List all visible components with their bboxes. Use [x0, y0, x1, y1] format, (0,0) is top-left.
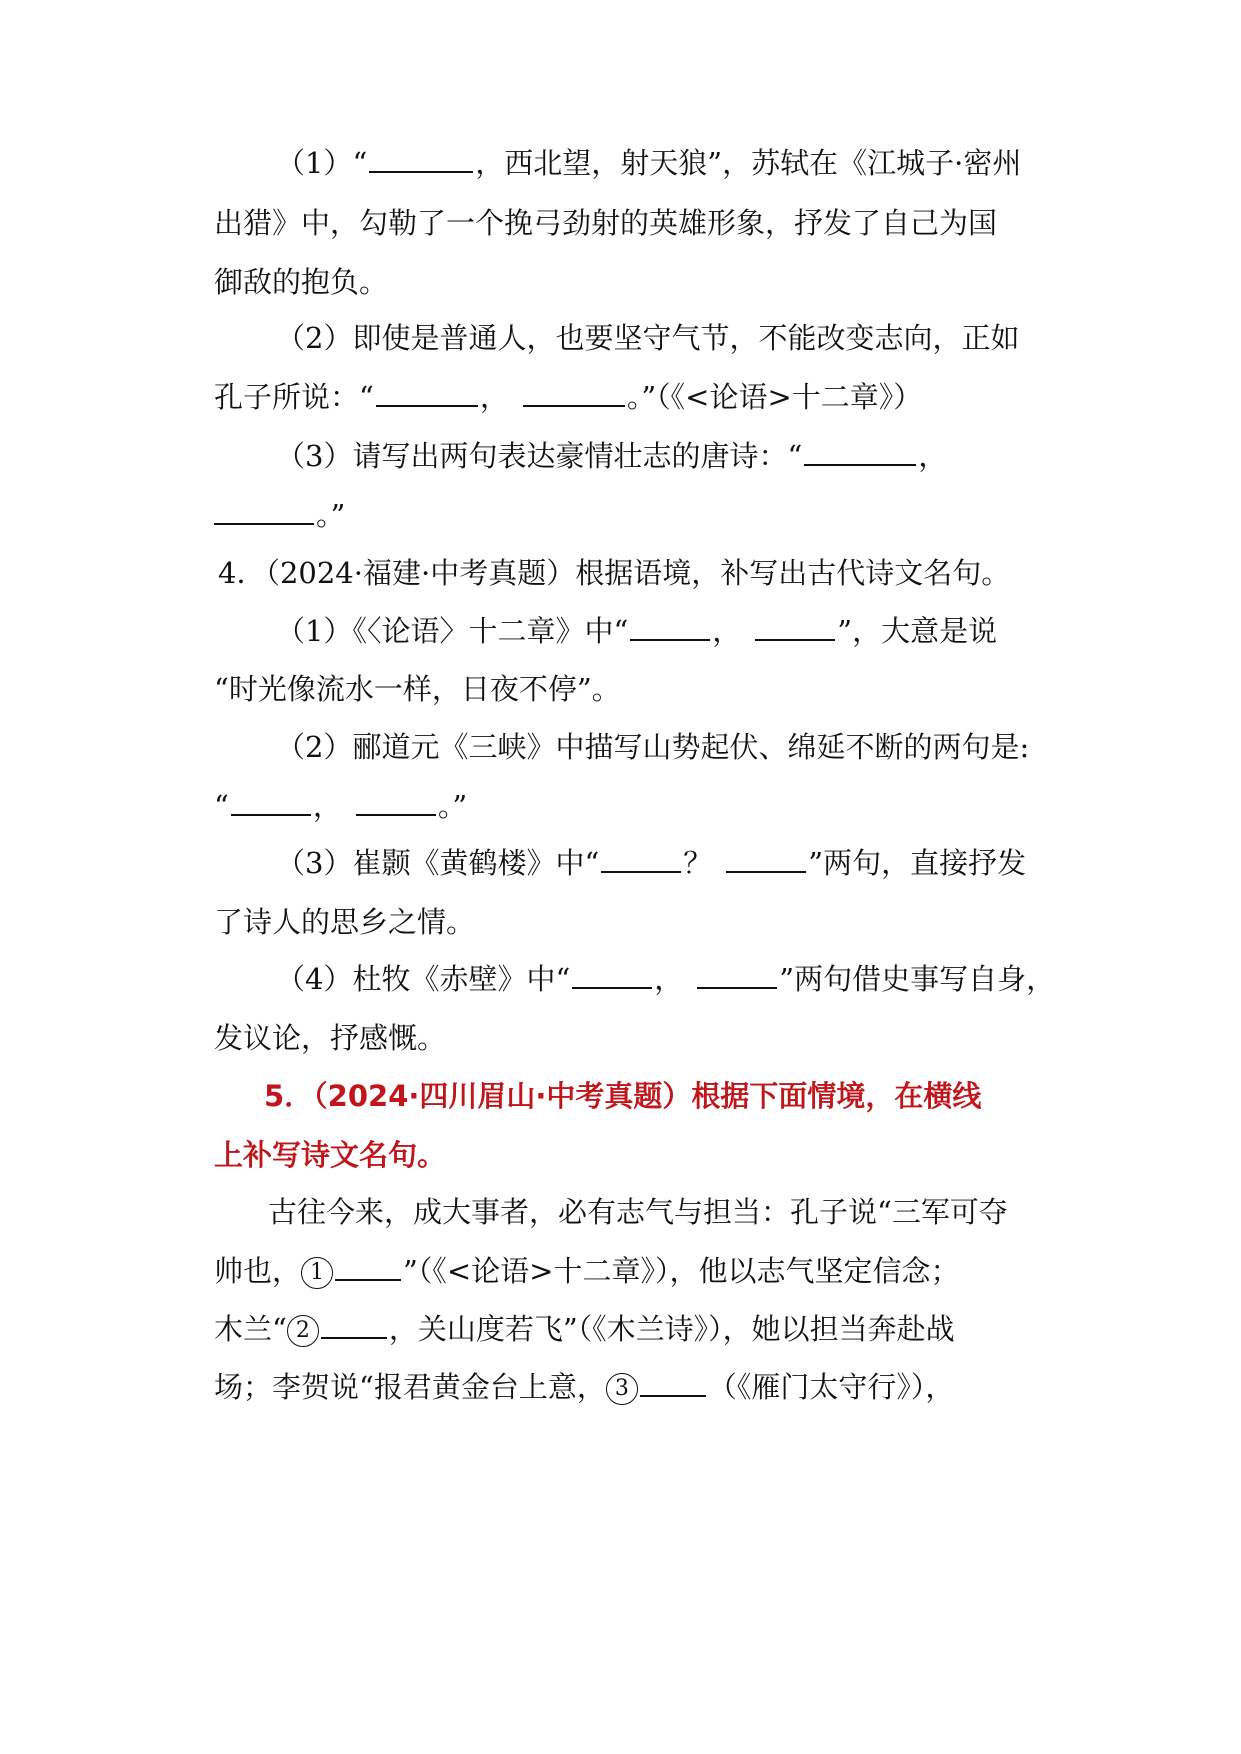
- answer-blank[interactable]: [804, 436, 916, 466]
- answer-blank[interactable]: [231, 786, 311, 816]
- q3-item2-line2: 孔子所说：“ ， 。”（《<论语>十二章》）: [214, 377, 922, 417]
- q4-item4-line2: 发议论，抒感慨。: [214, 1021, 447, 1055]
- q4-heading: 4．（2024·福建·中考真题）根据语境，补写出古代诗文名句。: [218, 556, 1011, 590]
- q5-paragraph-line4: 场；李贺说“报君黄金台上意， 3 （《雁门太守行》），: [214, 1367, 954, 1407]
- q3-item3-line1: （3）请写出两句表达豪情壮志的唐诗：“ ，: [276, 436, 947, 476]
- q3-item1-line1: （1）“ ，西北望，射天狼”，苏轼在《江城子·密州: [276, 143, 1021, 183]
- q3-item1-line2: 出猎》中，勾勒了一个挽弓劲射的英雄形象，抒发了自己为国: [214, 206, 998, 240]
- answer-blank[interactable]: [726, 843, 806, 873]
- answer-blank[interactable]: [630, 611, 710, 641]
- answer-blank[interactable]: [376, 377, 478, 407]
- answer-blank[interactable]: [356, 786, 436, 816]
- q4-item2-line2: “ ， 。”: [214, 786, 467, 826]
- answer-blank-2[interactable]: [321, 1309, 387, 1339]
- answer-blank[interactable]: [697, 959, 777, 989]
- circled-number-1: 1: [301, 1257, 333, 1289]
- answer-blank[interactable]: [369, 143, 473, 173]
- q5-heading-line2: 上补写诗文名句。: [214, 1138, 447, 1172]
- q5-paragraph-line1: 古往今来，成大事者，必有志气与担当：孔子说“三军可夺: [268, 1195, 1008, 1229]
- answer-blank[interactable]: [523, 377, 625, 407]
- q3-item1-line3: 御敌的抱负。: [214, 265, 389, 299]
- answer-blank-1[interactable]: [335, 1251, 401, 1281]
- q4-item1-line2: “时光像流水一样，日夜不停”。: [214, 672, 621, 706]
- answer-blank[interactable]: [601, 843, 681, 873]
- q3-item2-line1: （2）即使是普通人，也要坚守气节，不能改变志向，正如: [276, 321, 1020, 355]
- q4-item4-line1: （4）杜牧《赤壁》中“ ， ”两句借史事写自身，: [276, 959, 1055, 999]
- circled-number-2: 2: [287, 1315, 319, 1347]
- q5-heading-line1: 5．（2024·四川眉山·中考真题）根据下面情境，在横线: [264, 1079, 982, 1113]
- q4-item3-line1: （3）崔颢《黄鹤楼》中“ ？ ”两句，直接抒发: [276, 843, 1026, 883]
- q5-paragraph-line2: 帅也， 1 ”（《<论语>十二章》），他以志气坚定信念；: [214, 1251, 959, 1291]
- answer-blank[interactable]: [214, 495, 314, 525]
- q3-item3-line2: 。”: [214, 495, 345, 535]
- answer-blank[interactable]: [755, 611, 835, 641]
- q4-item1-line1: （1）《〈论语〉十二章》中“ ， ”，大意是说: [276, 611, 997, 651]
- q4-item3-line2: 了诗人的思乡之情。: [214, 905, 476, 939]
- q5-paragraph-line3: 木兰“ 2 ，关山度若飞”（《木兰诗》），她以担当奔赴战: [214, 1309, 955, 1349]
- answer-blank[interactable]: [572, 959, 652, 989]
- circled-number-3: 3: [606, 1373, 638, 1405]
- q4-item2-line1: （2）郦道元《三峡》中描写山势起伏、绵延不断的两句是:: [276, 730, 1030, 764]
- answer-blank-3[interactable]: [640, 1367, 706, 1397]
